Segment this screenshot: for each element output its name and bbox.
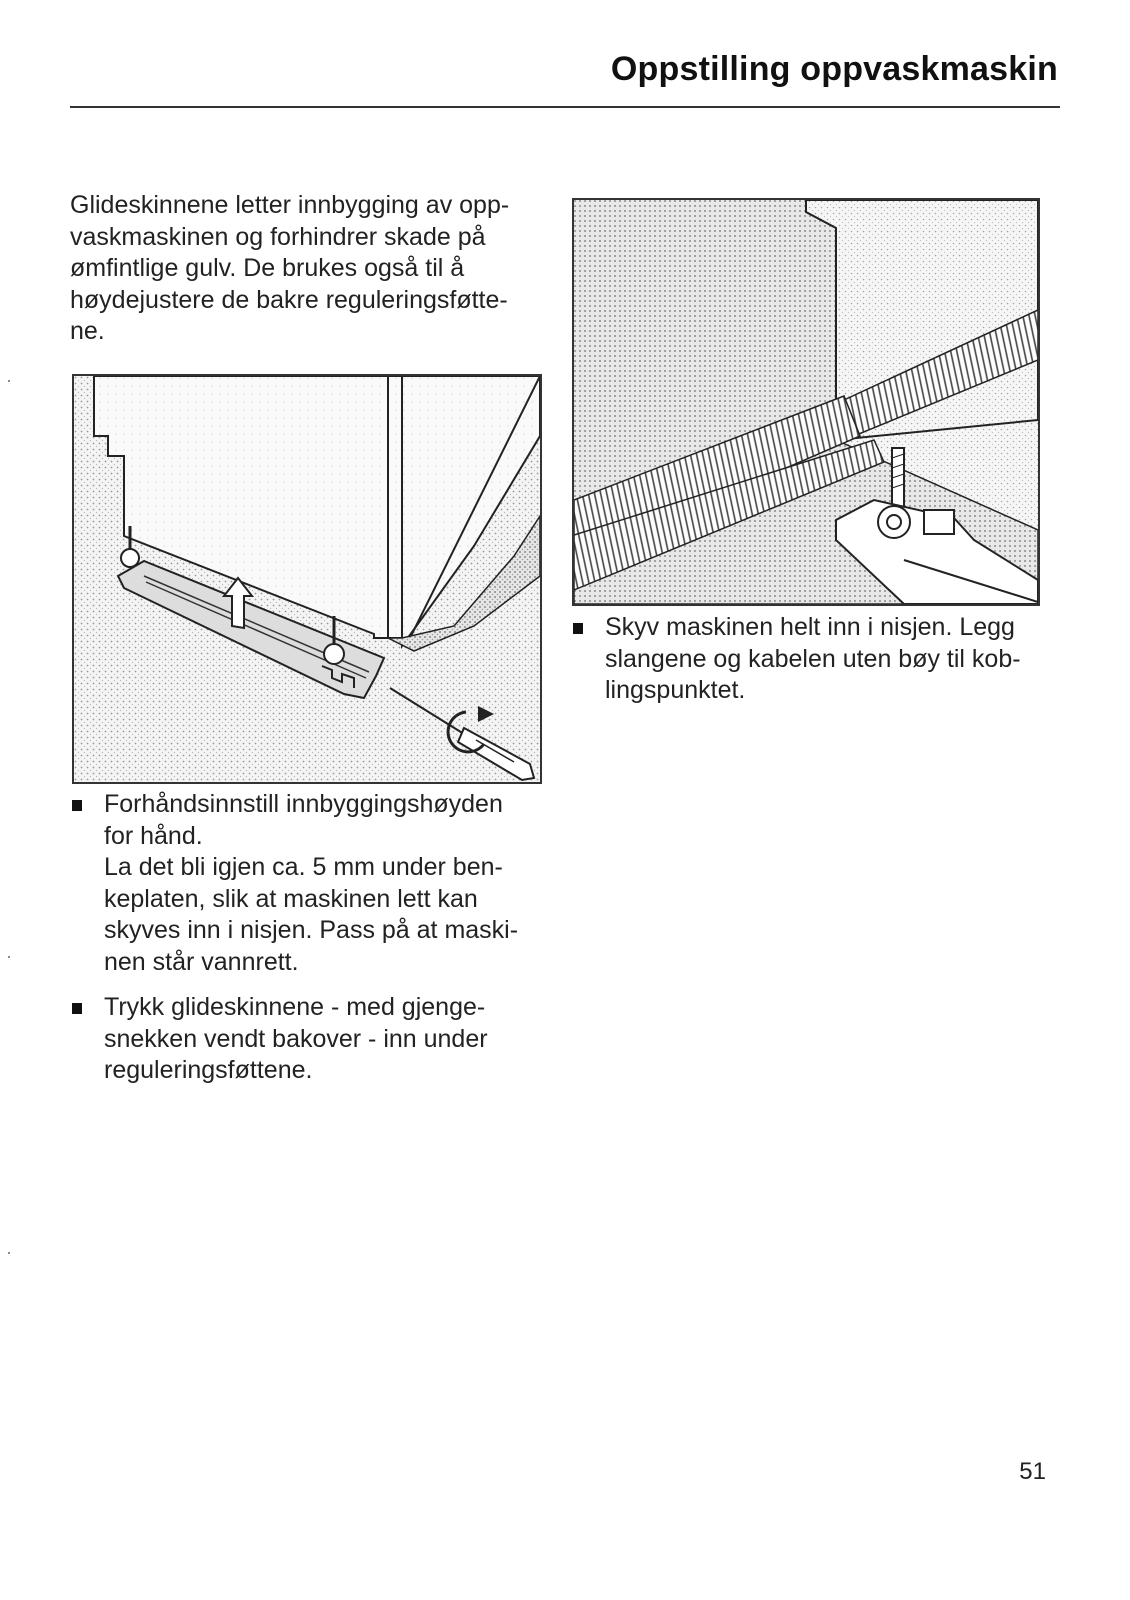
step-line: Forhåndsinnstill innbyggingshøyden [104, 790, 503, 818]
page-number: 51 [1019, 1458, 1046, 1485]
step-line: Trykk glideskinnene - med gjenge- [104, 993, 486, 1021]
step-text [605, 612, 1021, 707]
intro-line: Glideskinnene letter innbygging av opp- [70, 191, 510, 219]
intro-line: vaskmaskinen og forhindrer skade på [70, 222, 486, 251]
niche-hose-illustration [572, 198, 1040, 606]
step-item [104, 789, 518, 978]
step-line: Skyv maskinen helt inn i nisjen. Legg [605, 613, 1015, 641]
bullet-square-icon [72, 800, 82, 811]
intro-paragraph [70, 190, 509, 348]
slide-rail-illustration [72, 374, 542, 784]
intro-line: høydejustere de bakre reguleringsføtte- [70, 285, 508, 314]
step-line: keplaten, slik at maskinen lett kan [104, 884, 478, 913]
intro-line: ne. [70, 317, 105, 345]
margin-mark [8, 956, 10, 958]
step-text [104, 789, 518, 978]
step-line: lingspunktet. [605, 676, 746, 704]
header-divider [70, 106, 1060, 108]
bullet-square-icon [72, 1003, 82, 1014]
step-item [605, 612, 1021, 707]
step-line: snekken vendt bakover - inn under [104, 1024, 488, 1053]
margin-mark [8, 1252, 10, 1254]
step-line: reguleringsføttene. [104, 1056, 313, 1084]
margin-mark [8, 380, 10, 382]
step-line: La det bli igjen ca. 5 mm under ben- [104, 853, 503, 881]
step-item [104, 992, 488, 1087]
step-line: skyves inn i nisjen. Pass på at maski- [104, 916, 519, 944]
step-line: slangene og kabelen uten bøy til kob- [605, 644, 1021, 673]
page-title: Oppstilling oppvaskmaskin [610, 50, 1058, 88]
intro-line: ømfintlige gulv. De brukes også til å [70, 254, 465, 282]
step-line: for hånd. [104, 821, 203, 850]
step-line: nen står vannrett. [104, 947, 299, 976]
bullet-square-icon [573, 623, 583, 634]
slide-rail-drawing [74, 376, 540, 782]
step-text [104, 992, 488, 1087]
niche-hose-drawing [574, 200, 1038, 604]
